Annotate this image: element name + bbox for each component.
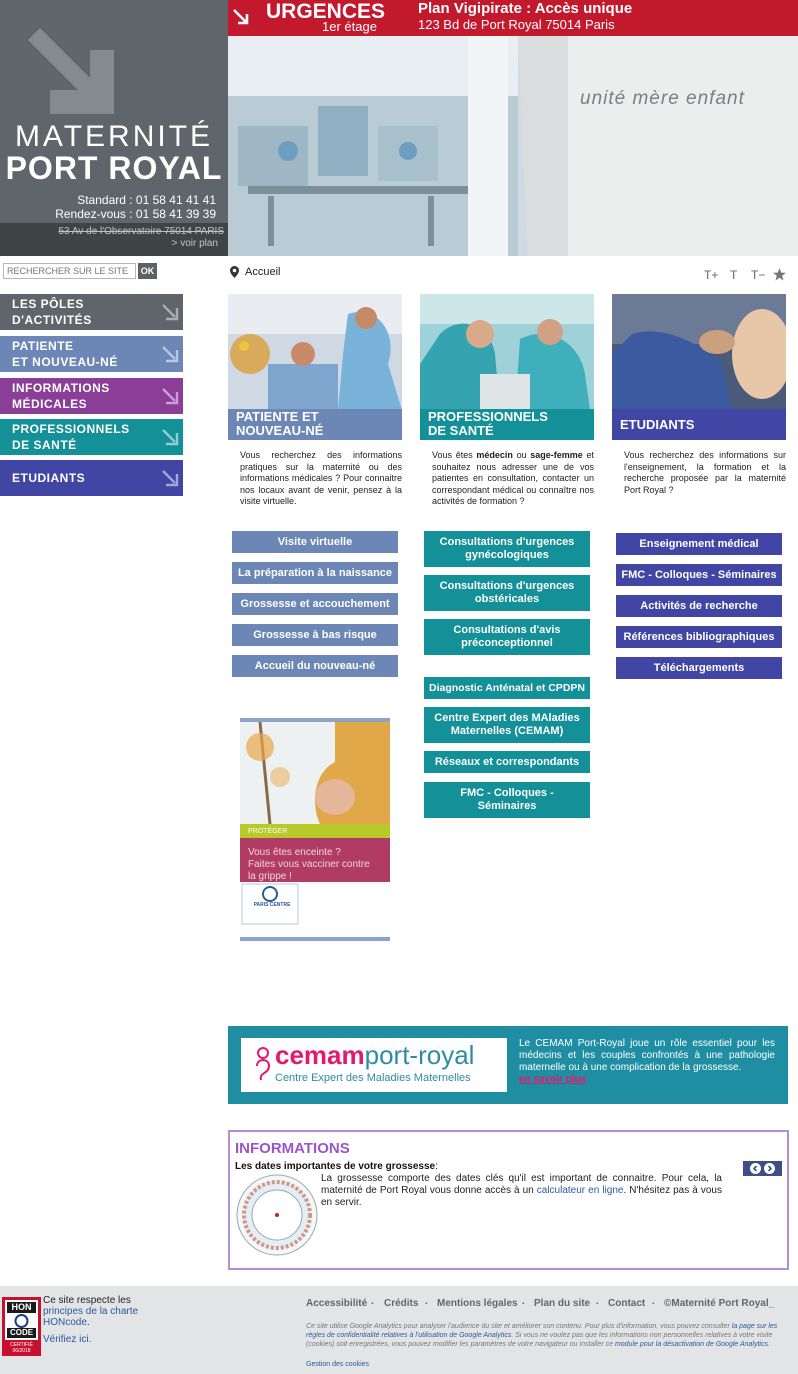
informations-title: INFORMATIONS — [235, 1140, 350, 1157]
informations-text — [321, 1173, 722, 1209]
footer-copyright: ©Maternité Port Royal_ — [664, 1298, 775, 1309]
cemam-text: Le CEMAM Port-Royal joue un rôle essentiel pour les médecins et les couples confrontés à une pathologie maternelle ou à une complication de la grossesse. — [519, 1038, 775, 1073]
font-increase-button[interactable]: T+ — [704, 268, 719, 282]
patiente-title-line: PATIENTE ET — [236, 409, 319, 424]
breadcrumb-home[interactable]: Accueil — [245, 266, 281, 278]
button-line: FMC - Colloques - — [460, 787, 554, 799]
enseignement-medical-button[interactable]: Enseignement médical — [616, 533, 782, 555]
professionnels-title-line: DE SANTÉ — [428, 423, 494, 438]
arrow-corner-icon — [161, 469, 179, 487]
desc-emphasis: sage-femme — [530, 450, 583, 460]
notice-text: Ce site utilise Google Analytics pour analyser l'audience du site et améliorer son contenu. Pour plus d'information, vous pouvez consulter — [306, 1323, 732, 1330]
analytics-optout-link[interactable]: module pour la désactivation de Google Analytics — [614, 1341, 768, 1348]
vigipirate-title: Plan Vigipirate : Accès unique — [418, 0, 633, 17]
urgences-gyneco-button[interactable] — [424, 531, 590, 567]
footer-link-credits[interactable]: Crédits — [384, 1298, 419, 1309]
poster-line: Vous êtes enceinte ? — [248, 847, 341, 858]
search-button[interactable]: OK — [138, 263, 157, 279]
calculateur-link[interactable]: calculateur en ligne — [536, 1185, 624, 1196]
sidebar-label: PATIENTE — [12, 339, 74, 353]
view-map-link[interactable]: > voir plan — [171, 238, 218, 249]
sidebar-item-etudiants[interactable] — [0, 460, 183, 496]
telechargements-button[interactable]: Téléchargements — [616, 657, 782, 679]
sidebar-item-professionnels[interactable] — [0, 419, 183, 455]
notice-text: . — [768, 1341, 770, 1348]
poster-line: la grippe ! — [248, 871, 292, 882]
avis-preconceptionnel-button[interactable] — [424, 619, 590, 655]
arrow-down-right-icon — [232, 8, 250, 26]
references-biblio-button[interactable]: Références bibliographiques — [616, 626, 782, 648]
desc-text: Vous êtes — [432, 450, 477, 460]
cemam-logo-b: port-royal — [364, 1040, 475, 1070]
cemam-logo-subtitle: Centre Expert des Maladies Maternelles — [275, 1072, 471, 1084]
footer-link-plan[interactable]: Plan du site — [534, 1298, 591, 1309]
arrow-corner-icon — [161, 303, 179, 321]
desc-text: ou — [512, 450, 531, 460]
font-normal-button[interactable]: T — [730, 268, 738, 282]
professionnels-description — [432, 450, 594, 508]
sidebar-label: D'ACTIVITÉS — [12, 313, 92, 327]
sidebar-label: PROFESSIONNELS — [12, 422, 130, 436]
logo-title: MATERNITÉ — [14, 120, 214, 153]
phone-standard: Standard : 01 58 41 41 41 — [77, 193, 216, 207]
etudiants-title[interactable]: ETUDIANTS — [612, 409, 786, 440]
sidebar-item-patiente[interactable] — [0, 336, 183, 372]
arrow-corner-icon — [161, 345, 179, 363]
honcode-principles-link[interactable]: principes de la charte HONcode — [43, 1306, 139, 1328]
professionnels-photo[interactable] — [420, 294, 594, 410]
sidebar-item-informations[interactable] — [0, 378, 183, 414]
cemam-more-link[interactable]: en savoir plus — [519, 1074, 587, 1085]
carousel-nav — [743, 1161, 782, 1176]
informations-subtitle[interactable] — [235, 1161, 438, 1172]
hon-badge-bottom: CERTIFIÉ 06/2018 — [10, 1342, 33, 1354]
preparation-naissance-button[interactable]: La préparation à la naissance — [232, 562, 398, 584]
cemam-button[interactable] — [424, 707, 590, 743]
button-line: Consultations d'urgences — [439, 580, 575, 592]
honcode-verify-link[interactable]: Vérifiez ici. — [43, 1334, 92, 1345]
subtitle-text: Les dates importantes de votre grossesse — [235, 1161, 436, 1172]
footer-separator: . — [596, 1296, 599, 1307]
logo-subtitle: PORT ROYAL — [5, 150, 223, 186]
fmc-etudiants-button[interactable]: FMC - Colloques - Séminaires — [616, 564, 782, 586]
cemam-logo[interactable] — [241, 1038, 507, 1092]
hero-image — [228, 36, 798, 256]
honcode-badge[interactable] — [2, 1297, 41, 1356]
analytics-notice — [306, 1322, 798, 1349]
info-text: La grossesse comporte des dates clés qu'il est important de connaitre. Pour cela, la maternité de Port Royal vous donne accès à un — [321, 1173, 722, 1196]
patiente-title-line: NOUVEAU-NÉ — [236, 423, 324, 438]
carousel-next-icon[interactable] — [764, 1163, 775, 1174]
analytics-privacy-link[interactable]: la page sur les règles de confidentialité relatives à l'utilisation de Google Analytics — [306, 1323, 778, 1339]
sidebar-label: ET NOUVEAU-NÉ — [12, 355, 118, 369]
fmc-pros-button[interactable] — [424, 782, 590, 818]
activites-recherche-button[interactable]: Activités de recherche — [616, 595, 782, 617]
sidebar-label: MÉDICALES — [12, 397, 88, 411]
urgences-floor: 1er étage — [322, 19, 377, 34]
urgences-obstetricales-button[interactable] — [424, 575, 590, 611]
professionnels-title-line: PROFESSIONNELS — [428, 409, 548, 424]
phone-appointments: Rendez-vous : 01 58 41 39 39 — [55, 207, 216, 221]
footer-link-accessibilite[interactable]: Accessibilité — [306, 1298, 368, 1309]
sidebar-label: ETUDIANTS — [12, 471, 86, 485]
search-input[interactable] — [3, 263, 136, 279]
grossesse-accouchement-button[interactable]: Grossesse et accouchement — [232, 593, 398, 615]
hon-badge-top: HON — [11, 1302, 32, 1312]
footer-link-mentions[interactable]: Mentions légales — [437, 1298, 518, 1309]
patiente-description: Vous recherchez des informations pratiques sur la maternité ou des informations médicales ? Pour connaitre nos locaux avant de venir, pensez à la visite virtuelle. — [240, 450, 402, 506]
poster-line: Faites vous vacciner contre — [248, 859, 370, 870]
flu-vaccine-poster[interactable] — [240, 718, 390, 941]
notice-text: . Si vous ne voulez pas que les informations non personnelles relatives à votre visite (cookies) soit enregistrées, vous pouvez modifier les paramètres de votre navigateur ou installer ce — [306, 1332, 773, 1348]
footer-separator: . — [652, 1296, 655, 1307]
desc-text: et souhaitez nous adresser une de vos patientes en consultation, contacter un correspondant médical ou connaître nos activités de formation ? — [432, 450, 594, 506]
footer-separator: . — [371, 1296, 374, 1307]
cookies-link[interactable]: Gestion des cookies — [306, 1361, 370, 1368]
etudiants-description: Vous recherchez des informations sur l'enseignement, la formation et la recherche proposée par la maternité Port Royal ? — [624, 450, 786, 495]
footer-separator: . — [522, 1296, 525, 1307]
grossesse-bas-risque-button[interactable]: Grossesse à bas risque — [232, 624, 398, 646]
arrow-corner-icon — [161, 387, 179, 405]
button-line: Centre Expert des MAladies — [434, 712, 580, 724]
honcode-text — [43, 1295, 143, 1345]
subtitle-colon: : — [435, 1161, 438, 1172]
diagnostic-antenatal-button[interactable]: Diagnostic Anténatal et CPDPN — [424, 677, 590, 699]
button-line: Séminaires — [477, 800, 537, 812]
button-line: préconceptionnel — [461, 637, 553, 649]
button-line: Consultations d'urgences — [439, 536, 575, 548]
font-decrease-button[interactable]: T− — [751, 268, 766, 282]
patiente-title[interactable] — [228, 409, 402, 440]
poster-tag: PROTÉGER — [248, 828, 288, 835]
cemam-description — [519, 1038, 775, 1086]
info-text: . N'hésitez pas à vous en servir. — [321, 1185, 722, 1208]
sidebar-label: DE SANTÉ — [12, 438, 77, 452]
logo-arrow-icon — [28, 28, 118, 118]
hon-badge-mid: CODE — [9, 1328, 34, 1337]
professionnels-title[interactable] — [420, 409, 594, 440]
sidebar-label: INFORMATIONS — [12, 381, 110, 395]
favorite-star-icon[interactable] — [773, 268, 786, 281]
location-pin-icon — [230, 266, 239, 278]
button-line: Maternelles (CEMAM) — [450, 725, 564, 737]
hon-dot: . — [86, 1317, 90, 1328]
vigipirate-address: 123 Bd de Port Royal 75014 Paris — [418, 17, 615, 32]
hero-sign-text: unité mère enfant — [580, 88, 745, 109]
cemam-logo-icon — [253, 1046, 273, 1084]
button-line: gynécologiques — [465, 549, 549, 561]
cemam-logo-text — [275, 1040, 474, 1071]
etudiants-photo[interactable] — [612, 294, 786, 410]
urgences-title[interactable]: URGENCES — [266, 0, 386, 23]
poster-logo-text: PARIS CENTRE — [253, 902, 291, 908]
sidebar-item-poles[interactable] — [0, 294, 183, 330]
footer-link-contact[interactable]: Contact — [608, 1298, 646, 1309]
sidebar-label: LES PÔLES — [12, 297, 84, 311]
button-line: obstéricales — [474, 593, 540, 605]
reseaux-correspondants-button[interactable]: Réseaux et correspondants — [424, 751, 590, 773]
patiente-photo[interactable] — [228, 294, 402, 410]
visite-virtuelle-button[interactable]: Visite virtuelle — [232, 531, 398, 553]
footer-separator: . — [425, 1296, 428, 1307]
accueil-nouveau-ne-button[interactable]: Accueil du nouveau-né — [232, 655, 398, 677]
arrow-corner-icon — [161, 428, 179, 446]
button-line: Consultations d'avis — [453, 624, 561, 636]
cemam-logo-a: cemam — [275, 1040, 365, 1070]
poster-text — [248, 847, 388, 883]
desc-emphasis: médecin — [476, 450, 513, 460]
address-text: 53 Av de l'Observatoire 75014 PARIS — [58, 226, 224, 237]
hon-text: Ce site respecte les — [43, 1295, 131, 1306]
carousel-prev-icon[interactable] — [750, 1163, 761, 1174]
pregnancy-wheel-image — [236, 1174, 318, 1256]
